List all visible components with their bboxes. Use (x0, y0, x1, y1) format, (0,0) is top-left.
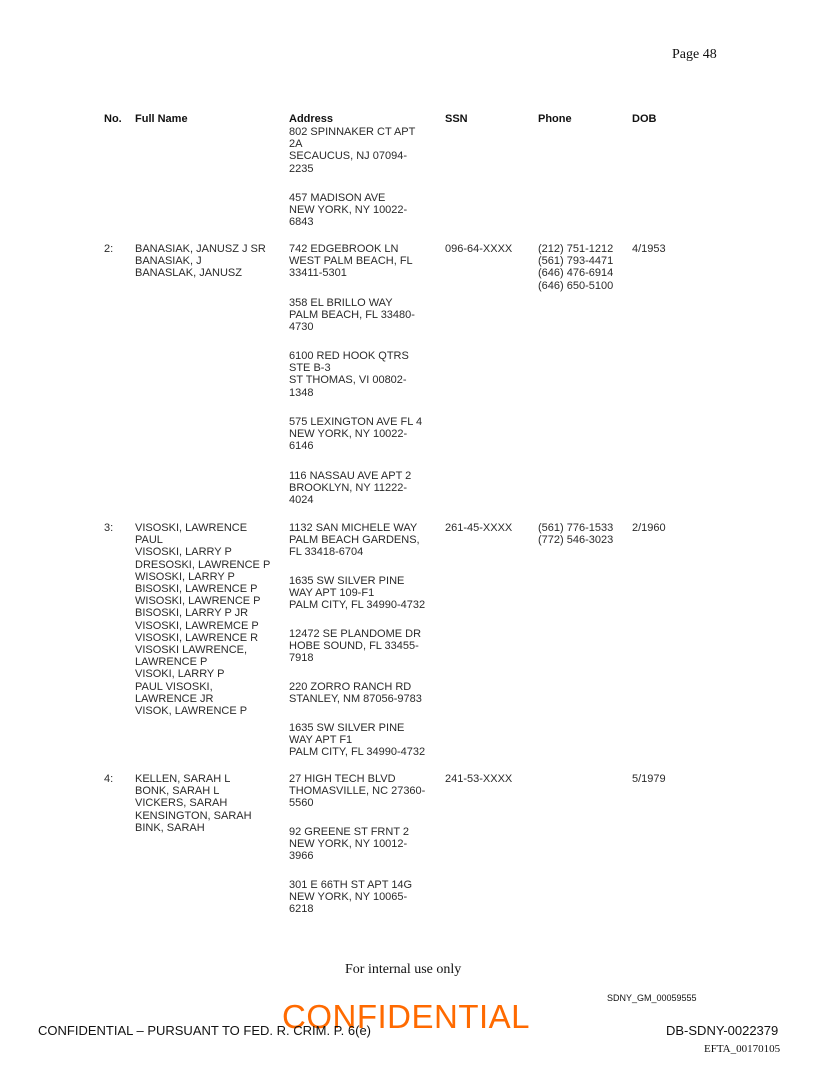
address-line: 3966 (289, 850, 314, 863)
name-line: VISOSKI LAWRENCE, (135, 644, 248, 657)
address-line: 358 EL BRILLO WAY (289, 297, 393, 309)
phone-line: (561) 793-4471 (538, 255, 614, 268)
record-dob: 5/1979 (632, 773, 666, 785)
address-line: 2A (289, 138, 303, 151)
name-line: VISOSKI, LARRY P (135, 546, 232, 559)
record-phones (538, 243, 613, 292)
name-line: VISOKI, LARRY P (135, 668, 225, 681)
name-line: WISOSKI, LAWRENCE P (135, 595, 261, 608)
name-line: BISOSKI, LAWRENCE P (135, 583, 258, 596)
address-line: 6146 (289, 440, 314, 453)
address-line: 33411-5301 (289, 267, 347, 280)
header-address: Address (289, 113, 334, 125)
address-line: 6100 RED HOOK QTRS (289, 350, 409, 362)
address-line: 1132 SAN MICHELE WAY (289, 522, 418, 534)
address-line: 92 GREENE ST FRNT 2 (289, 826, 410, 838)
address-line: PALM CITY, FL 34990-4732 (289, 599, 426, 612)
phone-line: (212) 751-1212 (538, 243, 614, 255)
address-line: THOMASVILLE, NC 27360- (289, 785, 426, 798)
bates-number-bottom: DB-SDNY-0022379 (666, 1023, 779, 1038)
name-line: BANASLAK, JANUSZ (135, 267, 242, 280)
record-phones (538, 522, 613, 546)
address-line: 4730 (289, 321, 314, 334)
header-no: No. (104, 113, 122, 125)
address-line: WAY APT 109-F1 (289, 587, 375, 600)
address-line: 575 LEXINGTON AVE FL 4 (289, 416, 423, 428)
address-line: 4024 (289, 494, 314, 507)
phone-line: (561) 776-1533 (538, 522, 614, 534)
name-line: VISOSKI, LAWREMCE P (135, 619, 259, 632)
name-line: BINK, SARAH (135, 821, 205, 834)
address-line: HOBE SOUND, FL 33455- (289, 640, 419, 653)
address-line: ST THOMAS, VI 00802- (289, 374, 407, 387)
address-block (289, 416, 422, 453)
name-line: WISOSKI, LARRY P (135, 570, 235, 583)
header-full-name: Full Name (135, 113, 188, 125)
address-block (289, 826, 409, 863)
address-line: 1348 (289, 386, 314, 399)
record-ssn: 096-64-XXXX (445, 243, 513, 255)
name-line: LAWRENCE JR (135, 692, 214, 705)
name-line: LAWRENCE P (135, 656, 208, 669)
address-block (289, 470, 411, 507)
address-line: 742 EDGEBROOK LN (289, 243, 399, 255)
address-block (289, 879, 412, 916)
name-line: VISOK, LAWRENCE P (135, 705, 248, 718)
record-names (135, 243, 266, 280)
phone-line: (772) 546-3023 (538, 534, 614, 547)
address-block (289, 722, 425, 759)
address-line: PALM CITY, FL 34990-4732 (289, 746, 426, 759)
address-line: 220 ZORRO RANCH RD (289, 681, 412, 693)
address-block (289, 350, 409, 399)
address-line: PALM BEACH, FL 33480- (289, 309, 415, 322)
address-line: 2235 (289, 162, 314, 175)
address-line: 457 MADISON AVE (289, 192, 386, 204)
address-line: 6218 (289, 903, 314, 916)
record-number: 4: (104, 773, 114, 785)
record-ssn: 241-53-XXXX (445, 773, 513, 785)
record-number: 3: (104, 522, 114, 534)
address-block (289, 773, 425, 810)
name-line: PAUL VISOSKI, (135, 680, 213, 693)
address-line: 1635 SW SILVER PINE (289, 575, 405, 587)
name-line: KELLEN, SARAH L (135, 773, 231, 785)
address-block (289, 243, 413, 280)
header-phone: Phone (538, 113, 572, 125)
header-dob: DOB (632, 113, 657, 125)
record-names (135, 773, 252, 834)
record-names (135, 522, 270, 717)
record-dob: 4/1953 (632, 243, 666, 255)
name-line: DRESOSKI, LAWRENCE P (135, 558, 271, 571)
address-block (289, 681, 422, 705)
address-block (289, 522, 420, 559)
address-line: 802 SPINNAKER CT APT (289, 126, 416, 138)
address-line: NEW YORK, NY 10022- (289, 204, 408, 217)
name-line: VICKERS, SARAH (135, 797, 228, 810)
confidential-stamp: CONFIDENTIAL (282, 998, 531, 1035)
address-line: NEW YORK, NY 10022- (289, 428, 408, 441)
address-line: 7918 (289, 652, 314, 665)
name-line: PAUL (135, 534, 163, 547)
address-line: 6843 (289, 216, 314, 229)
address-line: PALM BEACH GARDENS, (289, 534, 420, 547)
address-block (289, 628, 421, 665)
address-line: STANLEY, NM 87056-9783 (289, 693, 422, 706)
address-line: NEW YORK, NY 10012- (289, 838, 408, 851)
address-line: 27 HIGH TECH BLVD (289, 773, 396, 785)
page-number: Page 48 (672, 47, 717, 62)
name-line: BISOSKI, LARRY P JR (135, 607, 249, 620)
confidentiality-legend: CONFIDENTIAL – PURSUANT TO FED. R. CRIM. P. 6(e) (38, 1023, 372, 1038)
address-line: SECAUCUS, NJ 07094- (289, 150, 407, 163)
record-dob: 2/1960 (632, 522, 666, 534)
header-ssn: SSN (445, 113, 468, 125)
address-line: 5560 (289, 797, 314, 810)
address-line: NEW YORK, NY 10065- (289, 891, 408, 904)
efta-number: EFTA_00170105 (704, 1043, 781, 1055)
record-number: 2: (104, 243, 114, 255)
name-line: BANASIAK, J (135, 255, 202, 268)
address-line: WEST PALM BEACH, FL (289, 255, 413, 268)
address-line: WAY APT F1 (289, 734, 353, 747)
name-line: BANASIAK, JANUSZ J SR (135, 243, 266, 255)
record-ssn: 261-45-XXXX (445, 522, 513, 534)
address-line: 12472 SE PLANDOME DR (289, 628, 422, 640)
address-block (289, 297, 415, 334)
address-block (289, 192, 407, 229)
address-line: 1635 SW SILVER PINE (289, 722, 405, 734)
name-line: BONK, SARAH L (135, 785, 220, 798)
address-block (289, 126, 415, 175)
name-line: VISOSKI, LAWRENCE R (135, 631, 259, 644)
address-line: STE B-3 (289, 362, 331, 375)
bates-number-top: SDNY_GM_00059555 (607, 993, 697, 1003)
address-line: FL 33418-6704 (289, 546, 364, 559)
address-line: BROOKLYN, NY 11222- (289, 482, 407, 495)
address-line: 301 E 66TH ST APT 14G (289, 879, 413, 891)
internal-use-note: For internal use only (345, 962, 462, 977)
phone-line: (646) 650-5100 (538, 279, 614, 292)
address-line: 116 NASSAU AVE APT 2 (289, 470, 412, 482)
phone-line: (646) 476-6914 (538, 267, 614, 280)
address-block (289, 575, 425, 612)
name-line: KENSINGTON, SARAH (135, 809, 252, 822)
name-line: VISOSKI, LAWRENCE (135, 522, 248, 534)
